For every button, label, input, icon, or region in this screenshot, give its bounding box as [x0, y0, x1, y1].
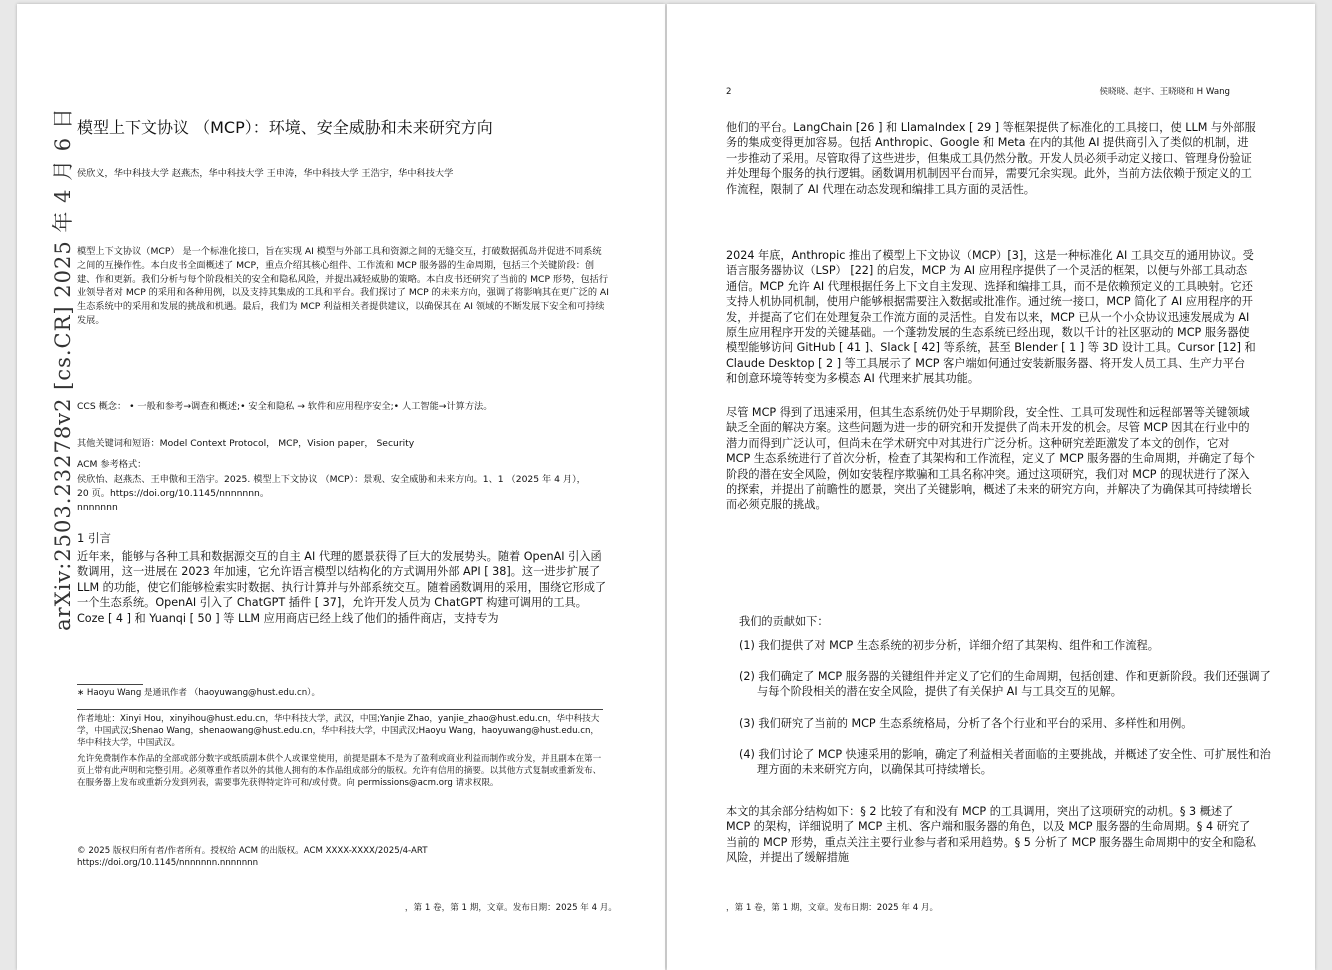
author-list: 侯欣义，华中科技大学 赵燕杰，华中科技大学 王申涛，华中科技大学 王浩宇，华中科技大学 [77, 168, 454, 179]
footnote-rule [77, 684, 143, 685]
paragraph-3: 尽管 MCP 得到了迅速采用，但其生态系统仍处于早期阶段，安全性、工具可发现性和远程部署等关键领域缺乏全面的解决方案。这些问题为进一步的研究和开发提供了尚未开发的机会。尽管 MCP 因其在行业中的潜力而得到广泛认可，但尚未在学术研究中对其进行广泛分析。这种研究差距激发了本文的创作，它对 MCP 生态系统进行了首次分析，检查了其架构和工作流程，定义了 MCP 服务器的生命周期，并确定了每个阶段的潜在安全风险，例如安装程序欺骗和工具名称冲突。通过这项研究，我们对 MCP 的现状进行了深入的探索，并提出了前瞻性的愿景，突出了关键影响，概述了未来的研究方向，并解决了为确保其可持续增长而必须克服的挑战。 [726, 406, 1255, 512]
contribution-item: (4) 我们讨论了 MCP 快速采用的影响，确定了利益相关者面临的主要挑战，并概述了安全性、可扩展性和治理方面的未来研究方向，以确保其可持续增长。 [739, 748, 1271, 777]
paper-page-2 [667, 4, 1315, 970]
paragraph-1: 他们的平台。LangChain [26 ] 和 LlamaIndex [ 29 ] 等框架提供了标准化的工具接口，使 LLM 与外部服务的集成变得更加容易。包括 Anthropic、Google 和 Meta 在内的其他 AI 提供商引入了类似的机制，进一步推动了采用。尽管取得了这些进步，但集成工具仍然分散。开发人员必须手动定义接口、管理身份验证并处理每个服务的执行逻辑。函数调用机制因平台而异，需要冗余实现。此外，当前方法依赖于预定义的工作流程，限制了 AI 代理在动态发现和编排工具方面的灵活性。 [726, 121, 1256, 196]
page-footer: ，第 1 卷，第 1 期，文章。发布日期：2025 年 4 月。 [404, 903, 617, 913]
contribution-item: (2) 我们确定了 MCP 服务器的关键组件并定义了它们的生命周期，包括创建、作和更新阶段。我们还强调了与每个阶段相关的潜在安全风险，提供了有关保护 AI 与工具交互的见解。 [739, 670, 1271, 699]
permission-notice: 允许免费制作本作品的全部或部分数字或纸质副本供个人或课堂使用，前提是副本不是为了盈利或商业利益而制作或分发，并且副本在第一页上带有此声明和完整引用。必须尊重作者以外的其他人拥有的本作品组成部分的版权。允许有信用的摘要。以其他方式复制或重新发布、在服务器上发布或重新分发到列表，需要事先获得特定许可和/或付费。向 permissions@acm.org 请求权限。 [77, 754, 602, 788]
acm-reference: 侯欣怡、赵燕杰、王申傲和王浩宇。2025. 模型上下文协议 （MCP）：景观、安全威胁和未来方向。1、1 （2025 年 4 月），20 页。https://doi.org/10.1145/nnnnnnn。 [77, 474, 586, 499]
paper-page-1 [17, 4, 665, 970]
author-addresses: 作者地址：Xinyi Hou，xinyihou@hust.edu.cn，华中科技大学，武汉，中国;Yanjie Zhao，yanjie_zhao@hust.edu.cn，华中科技大学，中国武汉;Shenao Wang，shenaowang@hust.edu.cn，华中科技大学，中国武汉;Haoyu Wang，haoyuwang@hust.edu.cn，华中科技大学，中国武汉。 [77, 714, 600, 748]
introduction-paragraph: 近年来，能够与各种工具和数据源交互的自主 AI 代理的愿景获得了巨大的发展势头。随着 OpenAI 引入函数调用，这一进展在 2023 年加速，它允许语言模型以结构化的方式调用外部 API [ 38]。这一进步扩展了 LLM 的功能，使它们能够检索实时数据、执行计算并与外部系统交互。随着函数调用的采用，围绕它形成了一个生态系统。OpenAI 引入了 ChatGPT 插件 [ 37]，允许开发人员为 ChatGPT 构建可调用的工具。Coze [ 4 ] 和 Yuanqi [ 50 ] 等 LLM 应用商店已经上线了他们的插件商店，支持专为 [77, 550, 607, 625]
abstract: 模型上下文协议（MCP） 是一个标准化接口，旨在实现 AI 模型与外部工具和资源之间的无缝交互，打破数据孤岛并促进不同系统之间的互操作性。本白皮书全面概述了 MCP，重点介绍其核心组件、工作流和 MCP 服务器的生命周期，包括三个关键阶段：创建、作和更新。我们分析与每个阶段相关的安全和隐私风险，并提出减轻威胁的策略。本白皮书还研究了当前的 MCP 形势，包括行业领导者对 MCP 的采用和各种用例，以及支持其集成的工具和平台。我们探讨了 MCP 的未来方向，强调了将影响其在更广泛的 AI 生态系统中的采用和发展的挑战和机遇。最后，我们为 MCP 利益相关者提供建议，以确保其在 AI 领域的不断发展下安全和可持续发展。 [77, 246, 609, 326]
page-footer: ，第 1 卷，第 1 期，文章。发布日期：2025 年 4 月。 [726, 903, 939, 913]
corresponding-author-footnote: ∗ Haoyu Wang 是通讯作者 （haoyuwang@hust.edu.cn）。 [77, 688, 321, 698]
paper-title: 模型上下文协议 （MCP）：环境、安全威胁和未来研究方向 [77, 118, 493, 137]
arxiv-stamp: arXiv:2503.23278v2 [cs.CR] 2025 年 4 月 6 日 [51, 107, 75, 631]
contribution-item: (1) 我们提供了对 MCP 生态系统的初步分析，详细介绍了其架构、组件和工作流程。 [739, 639, 1159, 652]
acm-reference-label: ACM 参考格式： [77, 459, 147, 470]
contributions-heading: 我们的贡献如下： [739, 615, 829, 628]
page-number: 2 [726, 87, 732, 97]
section-heading-introduction: 1 引言 [77, 531, 111, 545]
ccs-concepts: CCS 概念： • 一般和参考→调查和概述;• 安全和隐私 → 软件和应用程序安全;• 人工智能→计算方法。 [77, 401, 493, 412]
copyright-notice: © 2025 版权归所有者/作者所有。授权给 ACM 的出版权。ACM XXXX-XXXX/2025/4-ART https://doi.org/10.1145/nnnnnnn.nnnnnnn [77, 846, 428, 868]
contribution-item: (3) 我们研究了当前的 MCP 生态系统格局，分析了各个行业和平台的采用、多样性和用例。 [739, 717, 1193, 730]
acm-reference-tail: nnnnnnn [77, 502, 118, 513]
keywords: 其他关键词和短语：Model Context Protocol， MCP，Vision paper， Security [77, 438, 415, 449]
paragraph-2: 2024 年底，Anthropic 推出了模型上下文协议（MCP）[3]，这是一种标准化 AI 工具交互的通用协议。受语言服务器协议（LSP） [22] 的启发，MCP 为 AI 应用程序提供了一个灵活的框架，以便与外部工具动态通信。MCP 允许 AI 代理根据任务上下文自主发现、选择和编排工具，而不是依赖预定义的工具映射。它还支持人机协同机制，使用户能够根据需要注入数据或批准作。通过统一接口，MCP 简化了 AI 应用程序的开发，并提高了它们在处理复杂工作流方面的灵活性。自发布以来，MCP 已从一个小众协议迅速发展成为 AI 原生应用程序开发的关键基础。一个蓬勃发展的生态系统已经出现，数以千计的社区驱动的 MCP 服务器使模型能够访问 GitHub [ 41 ]、Slack [ 42] 等系统，甚至 Blender [ 1 ] 等 3D 设计工具。Cursor [12] 和 Claude Desktop [ 2 ] 等工具展示了 MCP 客户端如何通过安装新服务器、将开发人员工具、生产力平台和创意环境等转变为多模态 AI 代理来扩展其功能。 [726, 249, 1256, 386]
running-head: 侯晓晓、赵宇、王晓晓和 H Wang [1099, 87, 1230, 97]
paper-structure-paragraph: 本文的其余部分结构如下：§ 2 比较了有和没有 MCP 的工具调用，突出了这项研究的动机。§ 3 概述了 MCP 的架构，详细说明了 MCP 主机、客户端和服务器的角色，以及 MCP 服务器的生命周期。§ 4 研究了当前的 MCP 形势，重点关注主要行业参与者和采用趋势。§ 5 分析了 MCP 服务器生命周期中的安全和隐私风险，并提出了缓解措施 [726, 805, 1256, 865]
address-rule [77, 709, 603, 710]
